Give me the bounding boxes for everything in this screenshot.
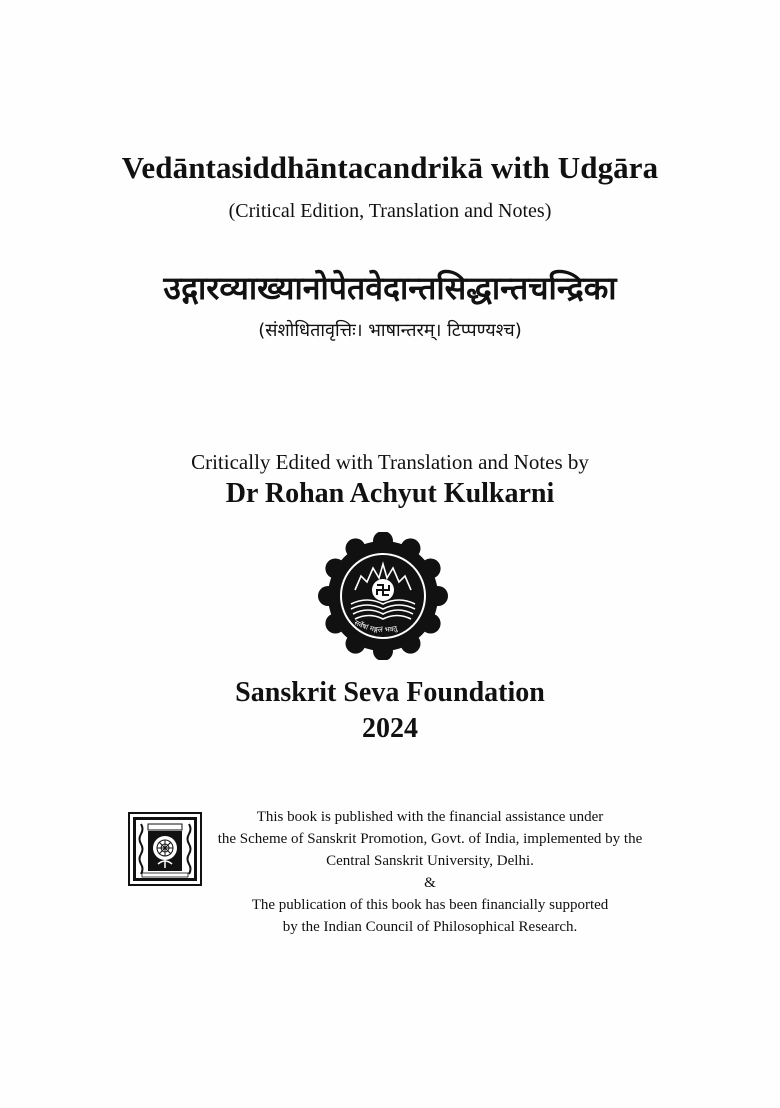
acknowledgement-line: This book is published with the financial assistance under <box>256 809 604 825</box>
author-name: Dr Rohan Achyut Kulkarni <box>225 478 555 509</box>
acknowledgement-note <box>210 806 650 938</box>
sanskrit-subtitle: (संशोधितावृत्तिः। भाषान्तरम्। टिप्पण्यश्च) <box>258 320 522 341</box>
sanskrit-title: उद्गारव्याख्यानोपेतवेदान्तसिद्धान्तचन्द्रिका <box>163 269 617 307</box>
acknowledgement-line: The publication of this book has been financially supported <box>251 897 609 913</box>
lotus-swastika-book-seal-icon <box>315 532 451 660</box>
acknowledgement-line: the Scheme of Sanskrit Promotion, Govt. of India, implemented by the <box>217 831 643 847</box>
acknowledgement-line: & <box>424 875 436 891</box>
acknowledgement-line: by the Indian Council of Philosophical Research. <box>282 919 578 935</box>
svg-text:सर्वेषां मङ्गलं भवतु: सर्वेषां मङ्गलं भवतु <box>352 618 398 635</box>
central-sanskrit-university-logo-icon <box>128 812 202 886</box>
publisher-name: Sanskrit Seva Foundation <box>235 677 545 708</box>
book-title: Vedāntasiddhāntacandrikā with Udgāra <box>121 150 659 185</box>
acknowledgement-line: Central Sanskrit University, Delhi. <box>326 853 534 869</box>
publication-year: 2024 <box>362 713 418 744</box>
book-subtitle: (Critical Edition, Translation and Notes) <box>228 200 552 222</box>
edited-by-line: Critically Edited with Translation and Notes by <box>191 450 589 474</box>
